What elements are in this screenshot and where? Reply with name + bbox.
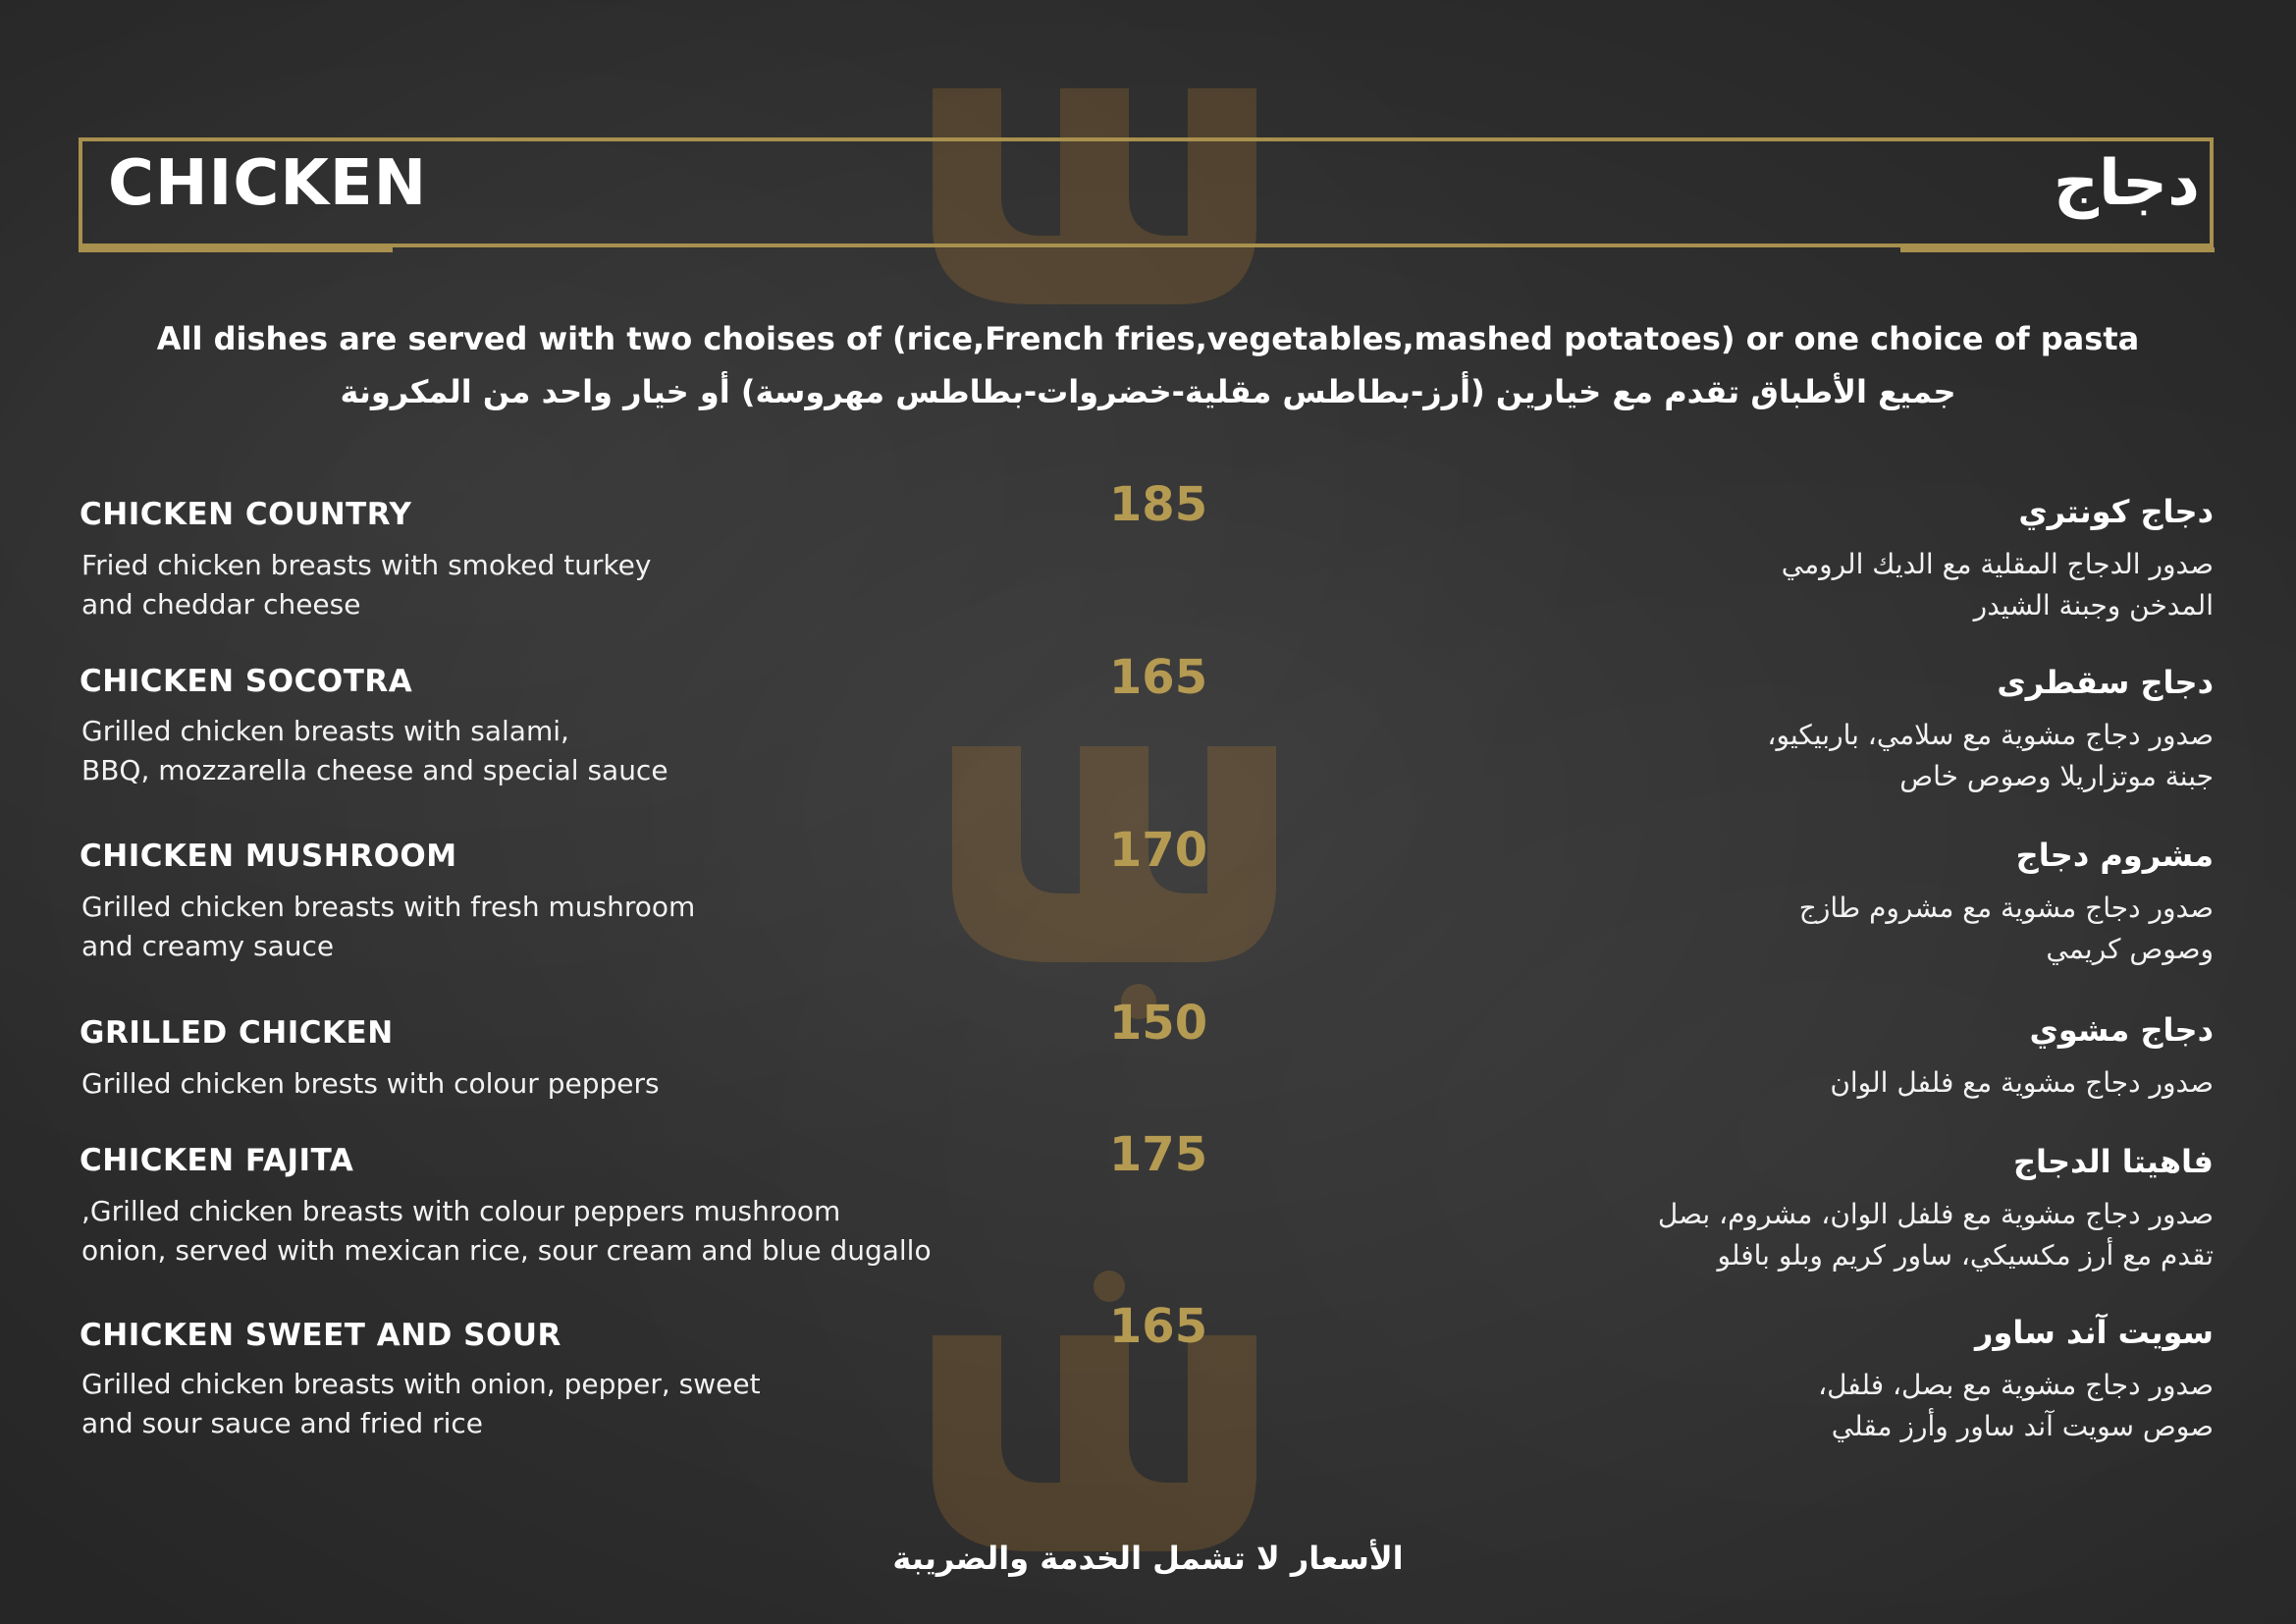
item-name-ar: دجاج كونتري [2018, 493, 2214, 530]
item-name-ar: مشروم دجاج [2015, 837, 2214, 874]
item-description-line: Grilled chicken breasts with fresh mushroom [81, 891, 696, 923]
header-underline-right [1900, 247, 2215, 252]
item-description-line: BBQ, mozzarella cheese and special sauce [81, 754, 668, 786]
item-description-line: ,Grilled chicken breasts with colour peppers mushroom [81, 1195, 841, 1227]
footer-note-ar: الأسعار لا تشمل الخدمة والضريبة [892, 1540, 1404, 1577]
item-description-line: وصوص كريمي [2046, 933, 2214, 965]
item-description-line: and creamy sauce [81, 930, 335, 962]
item-description-en [81, 546, 651, 624]
item-description-line: صدور دجاج مشوية مع سلامي، باربيكيو، [1767, 719, 2214, 751]
item-description-line: صدور دجاج مشوية مع مشروم طازج [1798, 892, 2214, 924]
item-description-line: Grilled chicken brests with colour peppers [81, 1067, 660, 1100]
item-name-en: CHICKEN SWEET AND SOUR [80, 1318, 561, 1353]
page-title-ar: دجاج [2053, 147, 2200, 220]
item-name-en: CHICKEN FAJITA [80, 1143, 354, 1178]
item-price: 185 [1108, 477, 1208, 532]
item-name-en: CHICKEN COUNTRY [80, 497, 412, 532]
item-description-line: جبنة موتزاريلا وصوص خاص [1899, 760, 2214, 792]
item-description-ar [1818, 1365, 2214, 1447]
item-description-en [81, 712, 668, 790]
item-description-ar [1782, 544, 2214, 626]
item-description-line: صدور دجاج مشوية مع بصل، فلفل، [1818, 1369, 2214, 1401]
item-name-ar: دجاج مشوي [2029, 1011, 2214, 1049]
header-underline-left [79, 247, 393, 252]
item-description-en [81, 1192, 932, 1271]
item-price: 175 [1108, 1127, 1208, 1182]
item-name-en: CHICKEN SOCOTRA [80, 664, 413, 699]
item-description-en [81, 1064, 660, 1104]
item-description-line: صدور دجاج مشوية مع فلفل الوان، مشروم، بصل [1657, 1198, 2214, 1230]
item-description-line: Grilled chicken breasts with salami, [81, 715, 569, 747]
page-title-en: CHICKEN [108, 147, 428, 220]
item-name-en: CHICKEN MUSHROOM [80, 839, 457, 874]
item-description-line: تقدم مع أرز مكسيكي، ساور كريم وبلو بافلو [1717, 1239, 2214, 1272]
item-price: 165 [1108, 650, 1208, 705]
item-description-line: المدخن وجبنة الشيدر [1973, 589, 2214, 622]
item-description-line: صوص سويت آند ساور وأرز مقلي [1831, 1410, 2214, 1442]
sides-note-ar: جميع الأطباق تقدم مع خيارين (أرز-بطاطس مقلية-خضروات-بطاطس مهروسة) أو خيار واحد من المكرونة [340, 373, 1956, 410]
item-description-ar [1799, 888, 2214, 970]
item-description-line: and cheddar cheese [81, 588, 361, 621]
item-description-line: Grilled chicken breasts with onion, pepper, sweet [81, 1368, 761, 1400]
item-description-line: صدور دجاج مشوية مع فلفل الوان [1830, 1066, 2214, 1099]
item-name-ar: دجاج سقطرى [1997, 664, 2214, 701]
item-description-line: and sour sauce and fried rice [81, 1407, 484, 1439]
item-price: 150 [1108, 996, 1208, 1051]
item-description-ar [1767, 715, 2214, 797]
item-description-en [81, 1365, 761, 1443]
item-description-line: Fried chicken breasts with smoked turkey [81, 549, 652, 581]
item-name-en: GRILLED CHICKEN [80, 1015, 394, 1051]
item-name-ar: سويت آند ساور [1975, 1314, 2214, 1351]
item-name-ar: فاهيتا الدجاج [2012, 1143, 2214, 1180]
item-description-ar [1830, 1062, 2214, 1104]
item-description-ar [1658, 1194, 2214, 1276]
item-price: 165 [1108, 1299, 1208, 1354]
sides-note-en: All dishes are served with two choises of (rice,French fries,vegetables,mashed potatoes) or one choice of pasta [156, 320, 2140, 357]
item-description-line: onion, served with mexican rice, sour cream and blue dugallo [81, 1234, 932, 1267]
item-price: 170 [1108, 823, 1208, 878]
item-description-line: صدور الدجاج المقلية مع الديك الرومي [1781, 548, 2214, 580]
item-description-en [81, 888, 695, 966]
